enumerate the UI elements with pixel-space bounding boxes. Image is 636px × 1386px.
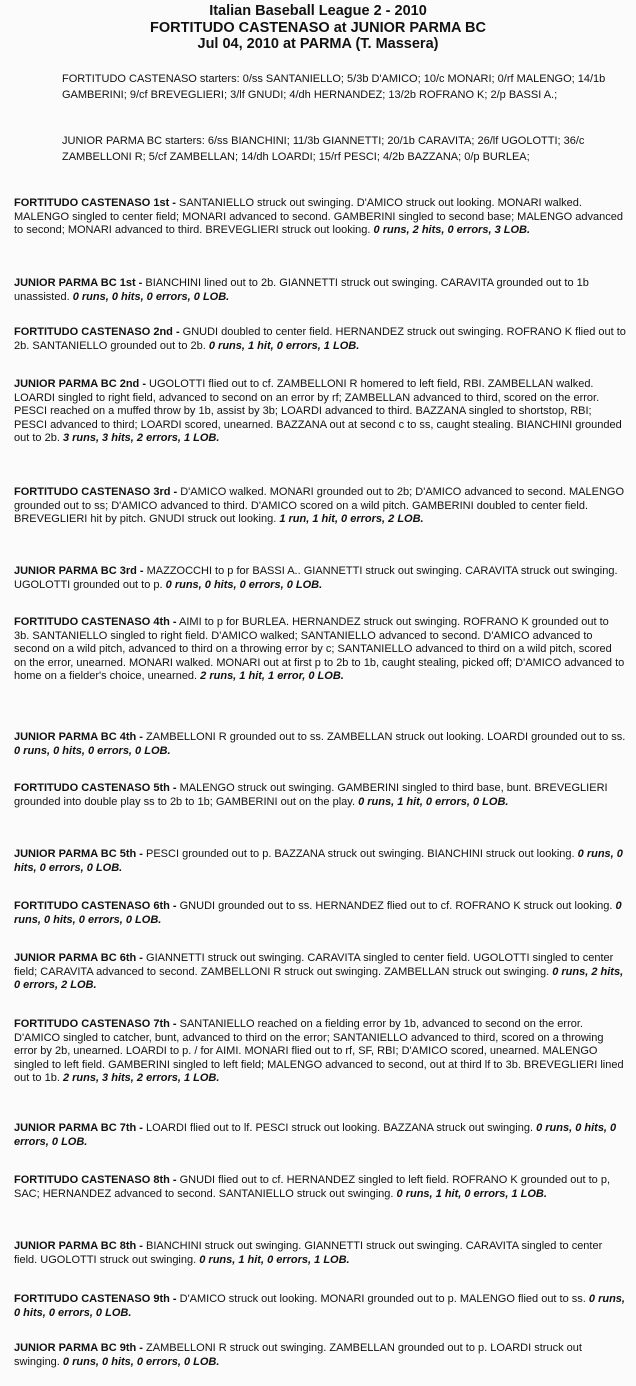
inning-summary: 0 runs, 0 hits, 0 errors, 0 LOB. (14, 848, 623, 874)
inning-team-label: JUNIOR PARMA BC 8th - (14, 1240, 143, 1252)
inning-team-label: FORTITUDO CASTENASO 2nd - (14, 326, 180, 338)
inning-play-text: ZAMBELLONI R grounded out to ss. ZAMBELLAN struck out looking. LOARDI grounded out to ss. (142, 731, 626, 743)
inning-team-label: FORTITUDO CASTENASO 7th - (14, 1018, 177, 1030)
inning-play-text: AIMI to p for BURLEA. HERNANDEZ struck out swinging. ROFRANO K grounded out to 3b. SANTANIELLO singled to right field. D'AMICO walked; SANTANIELLO advanced to second. D'AMICO advanced to second on a wild pitch, advanced to third on a throwing error by c; SANTANIELLO advanced to third on a wild pitch, scored on the error, unearned. MONARI walked. MONARI out at first p to 2b to 1b, caught stealing, picked off; D'AMICO advanced to home on a fielder's choice, unearned. (14, 616, 625, 683)
inning-play-text: D'AMICO struck out looking. MONARI grounded out to p. MALENGO flied out to ss. (176, 1293, 586, 1305)
inning-team-label: JUNIOR PARMA BC 9th - (14, 1342, 143, 1354)
inning-play-text: PESCI grounded out to p. BAZZANA struck out swinging. BIANCHINI struck out looking. (142, 848, 575, 860)
inning-9-home (14, 1342, 626, 1369)
inning-summary: 0 runs, 0 hits, 0 errors, 0 LOB. (165, 578, 323, 591)
inning-play-text: GNUDI flied out to cf. HERNANDEZ singled to left field. ROFRANO K grounded out to p, SAC; HERNANDEZ advanced to second. SANTANIELLO struck out swinging. (14, 1174, 611, 1200)
inning-play-text: D'AMICO walked. MONARI grounded out to 2b; D'AMICO advanced to second. MALENGO grounded out to ss; D'AMICO advanced to third. D'AMICO scored on a wild pitch. GAMBERINI doubled to center field. BREVEGLIERI hit by pitch. GNUDI struck out looking. (14, 486, 625, 526)
inning-8-away (14, 1174, 626, 1201)
inning-summary: 3 runs, 3 hits, 2 errors, 1 LOB. (62, 432, 220, 445)
inning-summary: 0 runs, 0 hits, 0 errors, 0 LOB. (14, 1122, 617, 1148)
inning-play-text: SANTANIELLO reached on a fielding error by 1b, advanced to second on the error. D'AMICO singled to catcher, bunt, advanced to third on the error; SANTANIELLO advanced to third, scored on a throwing error by 2b, unearned. LOARDI to p. / for AIMI. MONARI flied out to rf, SF, RBI; D'AMICO scored, unearned. MALENGO singled to left field. GAMBERINI singled to left field; MALENGO advanced to second, out at third lf to 3b. BREVEGLIERI lined out to 1b. (14, 1018, 624, 1085)
inning-team-label: FORTITUDO CASTENASO 1st - (14, 197, 176, 209)
matchup-title: FORTITUDO CASTENASO at JUNIOR PARMA BC (150, 19, 486, 36)
league-title: Italian Baseball League 2 - 2010 (209, 3, 427, 19)
inning-summary: 2 runs, 3 hits, 2 errors, 1 LOB. (62, 1072, 220, 1085)
document-header (0, 3, 636, 53)
inning-6-away (14, 900, 626, 927)
inning-team-label: JUNIOR PARMA BC 5th - (14, 848, 143, 860)
inning-5-away (14, 782, 626, 809)
inning-summary: 0 runs, 1 hit, 0 errors, 1 LOB. (396, 1187, 547, 1200)
inning-1-away (14, 197, 626, 238)
inning-play-text: LOARDI flied out to lf. PESCI struck out looking. BAZZANA struck out swinging. (142, 1122, 534, 1134)
inning-9-away (14, 1293, 626, 1320)
inning-3-home (14, 565, 626, 592)
inning-team-label: FORTITUDO CASTENASO 4th - (14, 616, 177, 628)
inning-summary: 2 runs, 1 hit, 1 error, 0 LOB. (200, 670, 344, 683)
inning-summary: 0 runs, 1 hit, 0 errors, 1 LOB. (199, 1253, 350, 1266)
inning-team-label: FORTITUDO CASTENASO 8th - (14, 1174, 177, 1186)
inning-6-home (14, 952, 626, 993)
away-starters: FORTITUDO CASTENASO starters: 0/ss SANTANIELLO; 5/3b D'AMICO; 10/c MONARI; 0/rf MALENGO; 14/1b GAMBERINI; 9/cf BREVEGLIERI; 3/lf GNUDI; 4/dh HERNANDEZ; 13/2b ROFRANO K; 2/p BASSI A.; (62, 73, 606, 101)
inning-7-away (14, 1018, 626, 1086)
inning-play-text: GNUDI grounded out to ss. HERNANDEZ flied out to cf. ROFRANO K struck out looking. (176, 900, 613, 912)
inning-summary: 0 runs, 0 hits, 0 errors, 0 LOB. (14, 1293, 625, 1319)
inning-team-label: JUNIOR PARMA BC 7th - (14, 1122, 143, 1134)
inning-team-label: JUNIOR PARMA BC 6th - (14, 952, 143, 964)
inning-team-label: JUNIOR PARMA BC 2nd - (14, 378, 146, 390)
inning-summary: 0 runs, 2 hits, 0 errors, 3 LOB. (373, 224, 531, 237)
inning-team-label: FORTITUDO CASTENASO 3rd - (14, 486, 178, 498)
inning-2-away (14, 326, 626, 353)
inning-summary: 0 runs, 0 hits, 0 errors, 0 LOB. (72, 290, 230, 303)
inning-summary: 0 runs, 1 hit, 0 errors, 0 LOB. (358, 795, 509, 808)
inning-team-label: JUNIOR PARMA BC 4th - (14, 731, 143, 743)
inning-8-home (14, 1240, 626, 1267)
inning-1-home (14, 277, 626, 304)
inning-4-away (14, 616, 626, 684)
inning-summary: 0 runs, 2 hits, 0 errors, 2 LOB. (14, 965, 624, 992)
inning-play-text: ZAMBELLONI R struck out swinging. ZAMBELLAN grounded out to p. LOARDI struck out swinging. (14, 1342, 582, 1368)
inning-team-label: FORTITUDO CASTENASO 5th - (14, 782, 177, 794)
inning-summary: 0 runs, 0 hits, 0 errors, 0 LOB. (14, 744, 171, 757)
inning-play-text: UGOLOTTI flied out to cf. ZAMBELLONI R homered to left field, RBI. ZAMBELLAN walked. LOARDI singled to right field, advanced to second on an error by rf; ZAMBELLAN advanced to third, scored on the error. PESCI reached on a muffed throw by 1b, assist by 3b; LOARDI advanced to third. BAZZANA singled to shortstop, RBI; PESCI advanced to third; LOARDI scored, unearned. BAZZANA out at second c to ss, caught stealing. BIANCHINI grounded out to 2b. (14, 378, 622, 445)
inning-team-label: FORTITUDO CASTENASO 9th - (14, 1293, 177, 1305)
inning-team-label: JUNIOR PARMA BC 1st - (14, 277, 143, 289)
inning-3-away (14, 486, 626, 527)
inning-team-label: JUNIOR PARMA BC 3rd - (14, 565, 144, 577)
inning-summary: 0 runs, 0 hits, 0 errors, 0 LOB. (14, 900, 622, 926)
inning-play-text: SANTANIELLO struck out swinging. D'AMICO struck out looking. MONARI walked. MALENGO singled to center field; MONARI advanced to second. GAMBERINI singled to second base; MALENGO advanced to second; MONARI advanced to third. BREVEGLIERI struck out looking. (14, 197, 623, 237)
inning-play-text: MALENGO struck out swinging. GAMBERINI singled to third base, bunt. BREVEGLIERI grounded into double play ss to 2b to 1b; GAMBERINI out on the play. (14, 782, 608, 808)
inning-play-text: GNUDI doubled to center field. HERNANDEZ struck out swinging. ROFRANO K flied out to 2b. SANTANIELLO grounded out to 2b. (14, 326, 626, 352)
inning-summary: 0 runs, 0 hits, 0 errors, 0 LOB. (62, 1355, 220, 1368)
inning-play-text: GIANNETTI struck out swinging. CARAVITA singled to center field. UGOLOTTI singled to center field; CARAVITA advanced to second. ZAMBELLONI R struck out swinging. ZAMBELLAN struck out swinging. (14, 952, 614, 978)
inning-2-home (14, 378, 626, 446)
inning-team-label: FORTITUDO CASTENASO 6th - (14, 900, 177, 912)
inning-play-text: BIANCHINI struck out swinging. GIANNETTI struck out swinging. CARAVITA singled to center field. UGOLOTTI struck out swinging. (14, 1240, 603, 1266)
date-venue: Jul 04, 2010 at PARMA (T. Massera) (197, 36, 439, 52)
inning-play-text: BIANCHINI lined out to 2b. GIANNETTI struck out swinging. CARAVITA grounded out to 1b unassisted. (14, 277, 589, 303)
inning-play-text: MAZZOCCHI to p for BASSI A.. GIANNETTI struck out swinging. CARAVITA struck out swinging. UGOLOTTI grounded out to p. (14, 565, 618, 591)
inning-7-home (14, 1122, 626, 1149)
inning-5-home (14, 848, 626, 875)
inning-4-home (14, 731, 626, 758)
home-starters: JUNIOR PARMA BC starters: 6/ss BIANCHINI; 11/3b GIANNETTI; 20/1b CARAVITA; 26/lf UGOLOTTI; 36/c ZAMBELLONI R; 5/cf ZAMBELLAN; 14/dh LOARDI; 15/rf PESCI; 4/2b BAZZANA; 0/p BURLEA; (62, 135, 585, 163)
inning-summary: 0 runs, 1 hit, 0 errors, 1 LOB. (208, 339, 360, 352)
inning-summary: 1 run, 1 hit, 0 errors, 2 LOB. (279, 513, 424, 526)
